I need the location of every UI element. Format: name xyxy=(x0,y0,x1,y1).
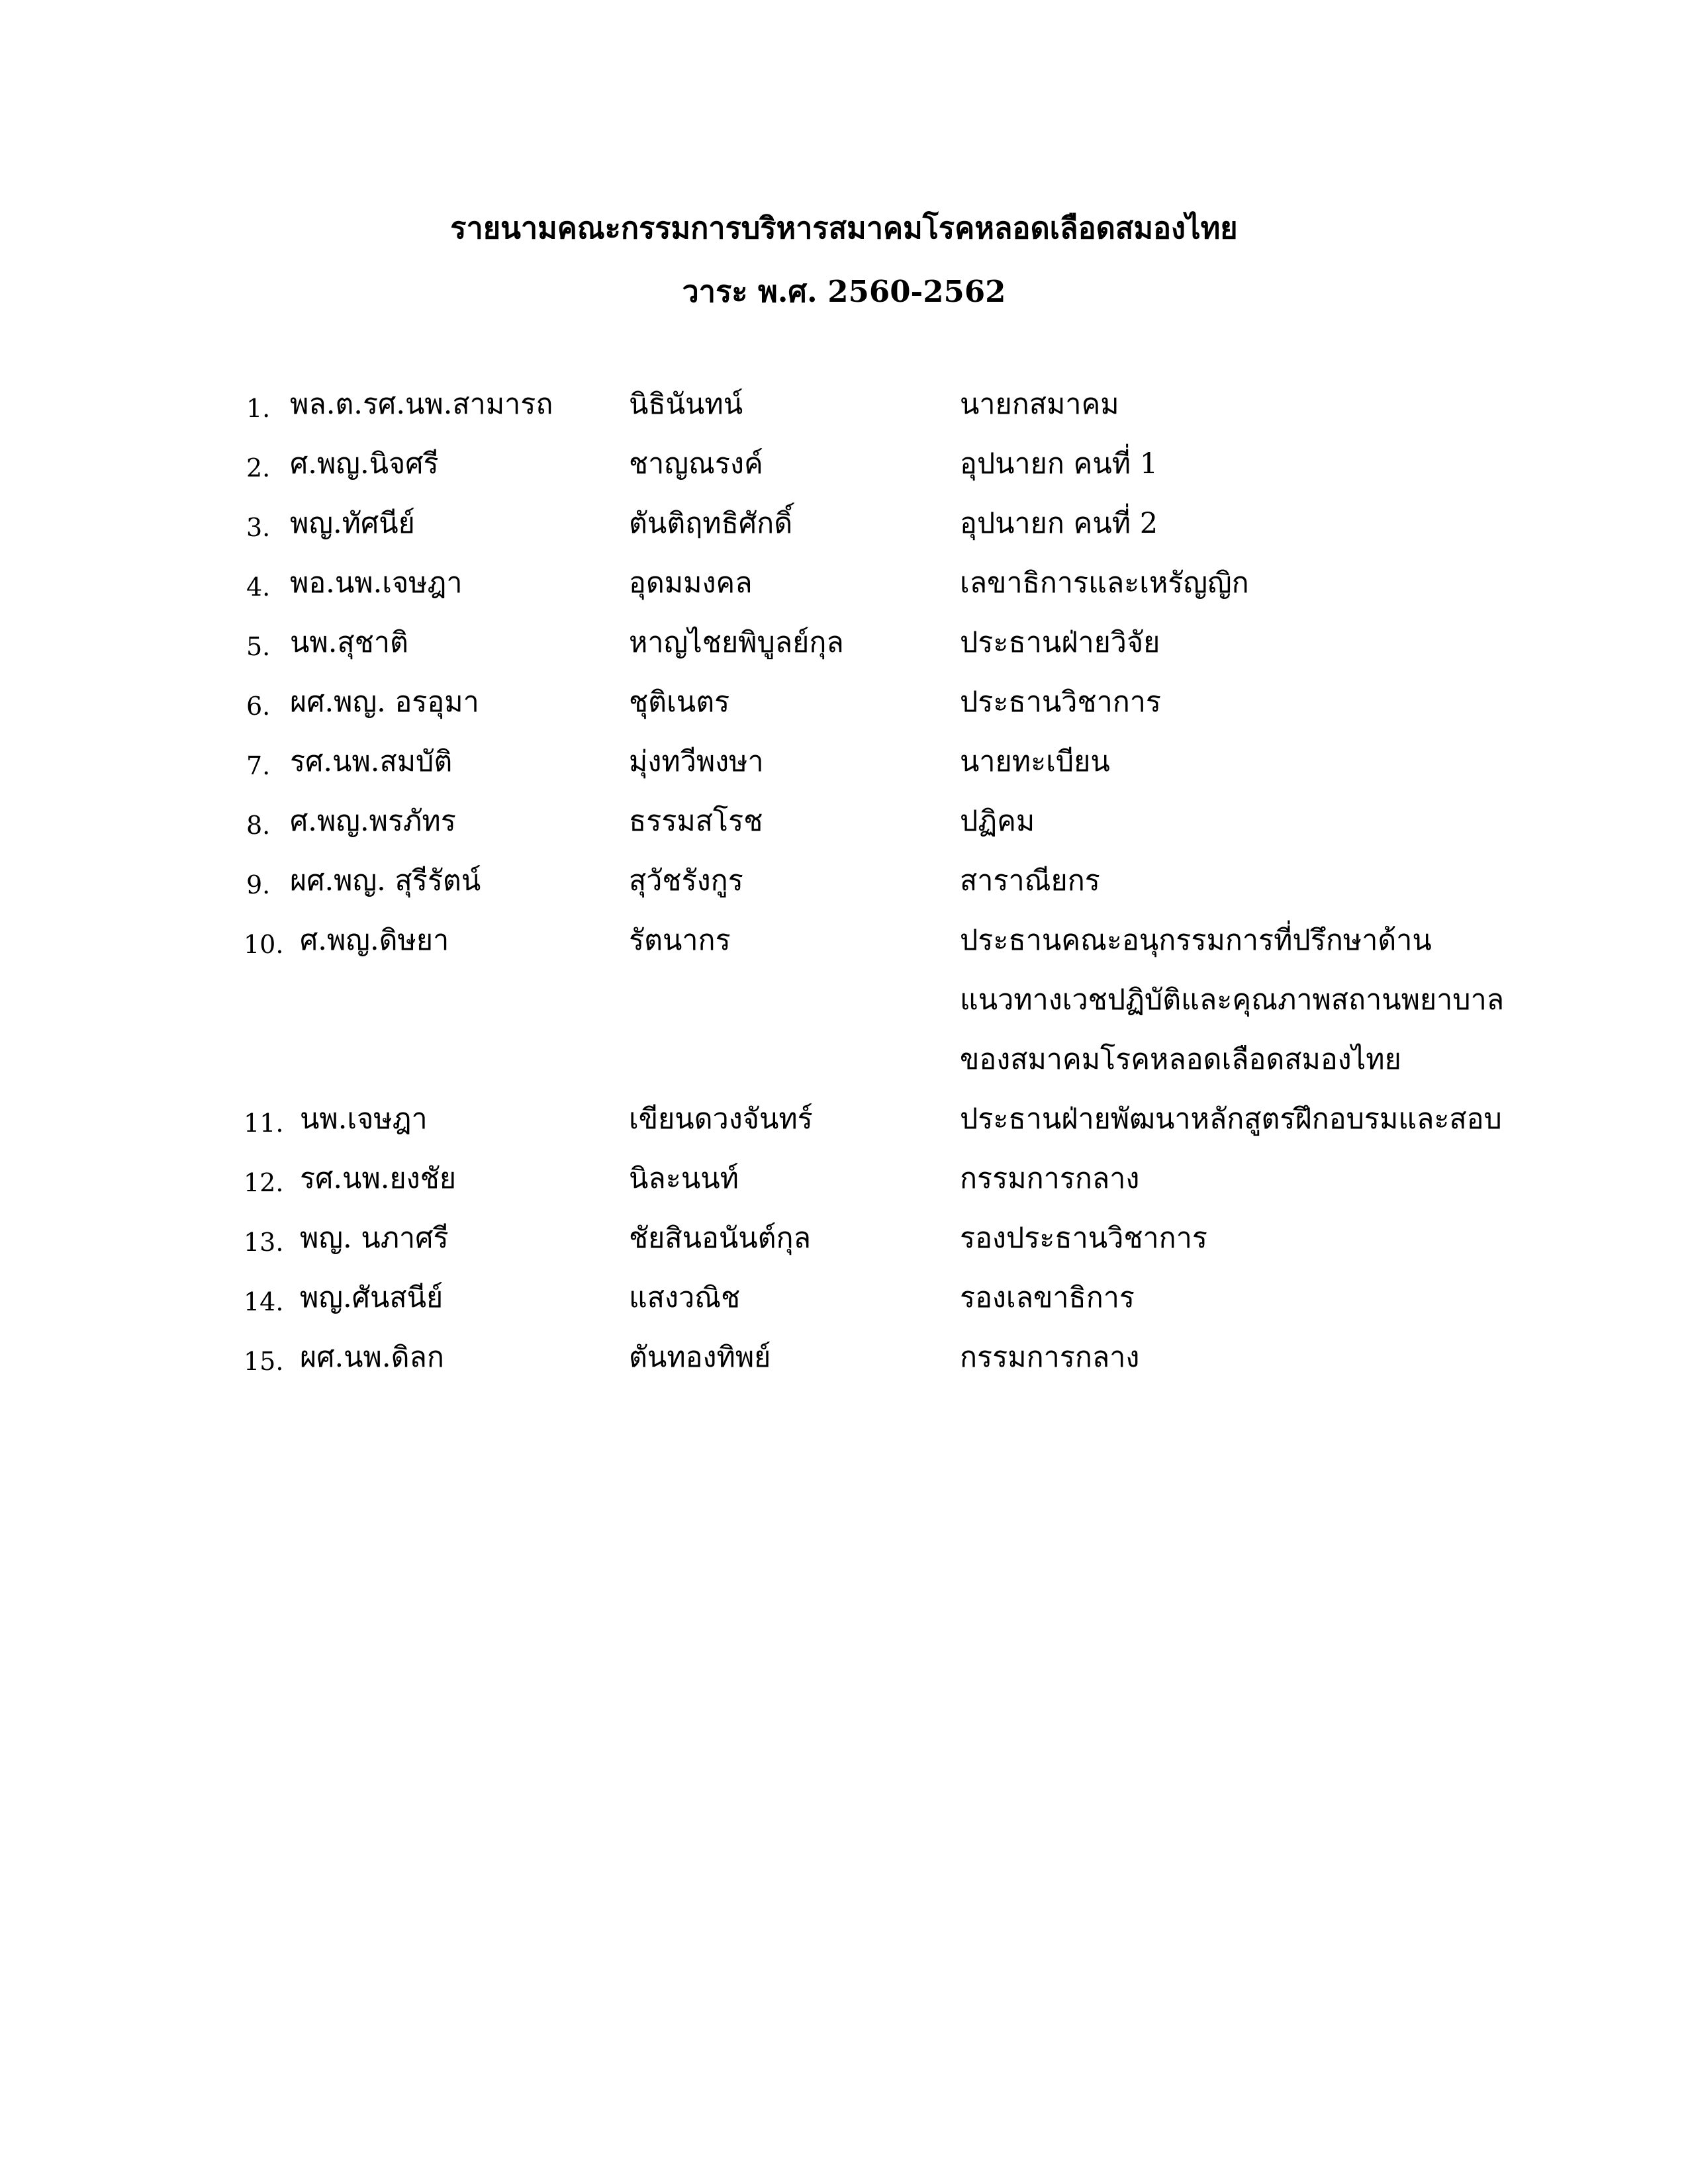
member-role-line: ของสมาคมโรคหลอดเลือดสมองไทย xyxy=(960,1043,1401,1076)
member-role-line: อุปนายก คนที่ 1 xyxy=(960,447,1158,480)
member-role xyxy=(960,745,1110,807)
member-last-name: มุ่งทวีพงษา xyxy=(629,745,764,778)
member-first-name: พอ.นพ.เจษฎา xyxy=(290,567,463,600)
member-role xyxy=(960,1105,1502,1165)
member-first-name: พญ. นภาศรี xyxy=(300,1222,449,1255)
member-first-name: ศ.พญ.พรภัทร xyxy=(290,805,456,838)
member-row xyxy=(0,688,1688,748)
member-number: 6. xyxy=(246,692,271,721)
member-number: 7. xyxy=(246,751,271,780)
member-row xyxy=(0,1343,1688,1403)
member-first-name: ศ.พญ.ดิษยา xyxy=(300,924,449,957)
member-role xyxy=(960,507,1158,569)
member-role xyxy=(960,1224,1207,1284)
member-role-line: สาราณียกร xyxy=(960,864,1100,897)
member-number: 12. xyxy=(244,1168,284,1197)
member-role xyxy=(960,626,1160,688)
member-number: 11. xyxy=(244,1109,284,1138)
member-role xyxy=(960,1343,1139,1403)
member-last-name: ตันติฤทธิศักดิ์ xyxy=(629,507,793,540)
member-role-line: นายทะเบียน xyxy=(960,745,1110,778)
member-role-line: รองเลขาธิการ xyxy=(960,1281,1135,1314)
member-number: 1. xyxy=(246,394,271,423)
member-number: 3. xyxy=(246,513,271,542)
member-number: 4. xyxy=(246,572,271,602)
member-row xyxy=(0,745,1688,807)
member-first-name: รศ.นพ.ยงชัย xyxy=(300,1162,457,1195)
document-subtitle: วาระ พ.ศ. 2560-2562 xyxy=(682,274,1006,309)
member-role xyxy=(960,864,1100,927)
member-last-name: ธรรมสโรช xyxy=(629,805,763,838)
member-number: 10. xyxy=(244,930,284,959)
member-role xyxy=(960,688,1161,748)
member-role-line: ประธานฝ่ายพัฒนาหลักสูตรฝึกอบรมและสอบ xyxy=(960,1103,1502,1136)
member-first-name: ผศ.พญ. อรอุมา xyxy=(290,686,479,719)
member-role-line: ประธานคณะอนุกรรมการที่ปรึกษาด้าน xyxy=(960,924,1432,957)
member-last-name: นิละนนท์ xyxy=(629,1162,739,1195)
member-role-line: กรรมการกลาง xyxy=(960,1162,1140,1195)
member-role-line: อุปนายก คนที่ 2 xyxy=(960,507,1158,540)
member-list xyxy=(0,390,1688,1403)
member-last-name: ตันทองทิพย์ xyxy=(629,1341,771,1374)
member-row xyxy=(0,1105,1688,1165)
member-last-name: หาญไชยพิบูลย์กุล xyxy=(629,626,844,659)
member-last-name: สุวัชรังกูร xyxy=(629,864,743,897)
member-first-name: นพ.เจษฎา xyxy=(300,1103,428,1136)
member-number: 5. xyxy=(246,632,271,661)
member-row xyxy=(0,1162,1688,1224)
member-first-name: ผศ.พญ. สุรีรัตน์ xyxy=(290,864,481,897)
member-role xyxy=(960,807,1035,867)
member-role xyxy=(960,1162,1140,1224)
member-role xyxy=(960,1281,1135,1343)
member-last-name: รัตนากร xyxy=(629,924,731,957)
member-role-line: กรรมการกลาง xyxy=(960,1341,1140,1374)
member-last-name: แสงวณิช xyxy=(629,1281,741,1314)
member-role xyxy=(960,569,1249,629)
member-number: 8. xyxy=(246,811,271,840)
member-row xyxy=(0,807,1688,867)
member-row xyxy=(0,626,1688,688)
member-row xyxy=(0,569,1688,629)
member-first-name: นพ.สุชาติ xyxy=(290,626,408,659)
member-first-name: พล.ต.รศ.นพ.สามารถ xyxy=(290,388,553,421)
member-first-name: ผศ.นพ.ดิลก xyxy=(300,1341,444,1374)
member-row xyxy=(0,864,1688,927)
member-role-line: ประธานวิชาการ xyxy=(960,686,1162,719)
member-number: 13. xyxy=(244,1228,284,1257)
member-number: 9. xyxy=(246,870,271,899)
member-role-line: ปฏิคม xyxy=(960,805,1035,838)
member-last-name: ชาญณรงค์ xyxy=(629,447,763,480)
member-role xyxy=(960,447,1158,510)
member-row xyxy=(0,447,1688,510)
member-first-name: พญ.ศันสนีย์ xyxy=(300,1281,444,1314)
member-first-name: พญ.ทัศนีย์ xyxy=(290,507,415,540)
member-row xyxy=(0,924,1688,1105)
member-last-name: เขียนดวงจันทร์ xyxy=(629,1103,813,1136)
member-row xyxy=(0,390,1688,450)
member-row xyxy=(0,1224,1688,1284)
member-last-name: ชุติเนตร xyxy=(629,686,730,719)
member-first-name: ศ.พญ.นิจศรี xyxy=(290,447,439,480)
member-last-name: นิธินันทน์ xyxy=(629,388,743,421)
member-last-name: ชัยสินอนันต์กุล xyxy=(629,1222,811,1255)
member-number: 15. xyxy=(244,1347,284,1376)
member-last-name: อุดมมงคล xyxy=(629,567,753,600)
member-role xyxy=(960,924,1505,1105)
member-row xyxy=(0,507,1688,569)
member-role-line: นายกสมาคม xyxy=(960,388,1119,421)
member-first-name: รศ.นพ.สมบัติ xyxy=(290,745,453,778)
member-role-line: เลขาธิการและเหรัญญิก xyxy=(960,567,1249,600)
member-role-line: รองประธานวิชาการ xyxy=(960,1222,1207,1255)
member-number: 14. xyxy=(244,1287,284,1316)
member-role-line: แนวทางเวชปฏิบัติและคุณภาพสถานพยาบาล xyxy=(960,983,1505,1017)
member-row xyxy=(0,1281,1688,1343)
member-role xyxy=(960,390,1119,450)
member-role-line: ประธานฝ่ายวิจัย xyxy=(960,626,1160,659)
member-number: 2. xyxy=(246,453,271,482)
document-title: รายนามคณะกรรมการบริหารสมาคมโรคหลอดเลือดสมองไทย xyxy=(450,210,1238,246)
